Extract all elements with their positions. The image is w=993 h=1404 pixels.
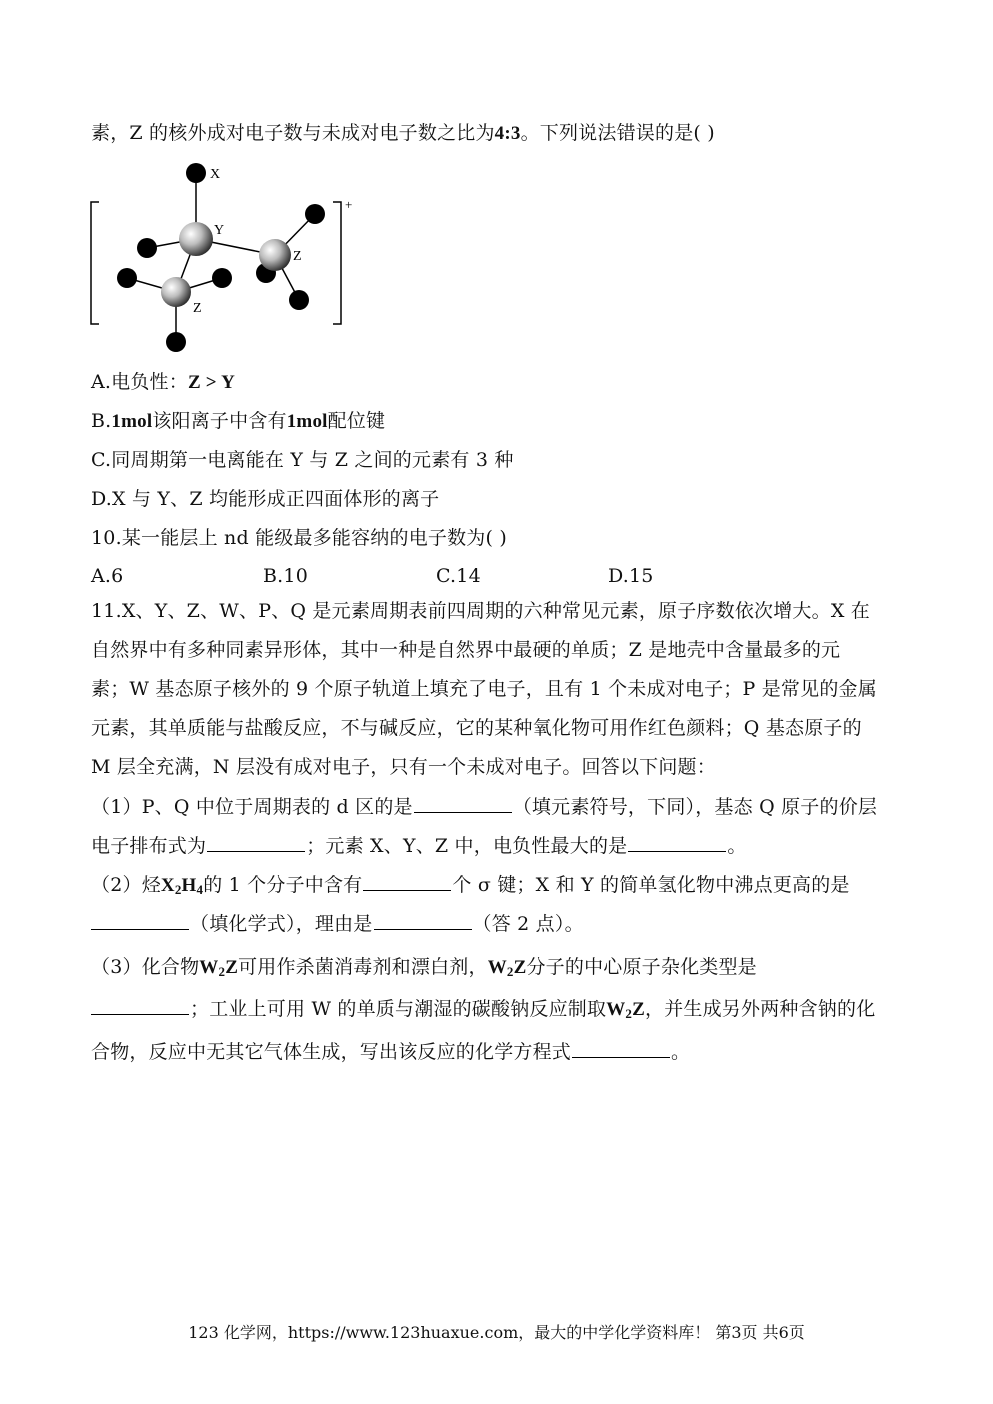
formula-w2z: $W_2Z$ bbox=[199, 957, 239, 979]
part2-text: 个 σ 键；X 和 Y 的简单氢化物中沸点更高的是 bbox=[452, 874, 850, 896]
atom-h bbox=[137, 238, 157, 258]
cation-structure-diagram bbox=[85, 160, 365, 360]
q11-part2-line2 bbox=[91, 911, 584, 936]
atom-z-bottom bbox=[161, 277, 191, 307]
atom-y bbox=[179, 222, 213, 256]
part1-text: （1）P、Q 中位于周期表的 d 区的是 bbox=[91, 796, 413, 818]
q10-option-a: A.6 bbox=[91, 565, 124, 587]
q10-options bbox=[91, 564, 791, 588]
atom-z-right bbox=[259, 239, 291, 271]
option-b-prefix: B. bbox=[91, 410, 112, 432]
answer-blank[interactable] bbox=[207, 833, 305, 852]
part1-text: 。 bbox=[727, 835, 747, 857]
part1-text: （填元素符号，下同），基态 Q 原子的价层 bbox=[512, 796, 878, 818]
q9-option-d: D.X 与 Y、Z 均能形成正四面体形的离子 bbox=[91, 488, 440, 510]
q11-stem-line1: 11.X、Y、Z、W、P、Q 是元素周期表前四周期的六种常见元素，原子序数依次增大。X 在 bbox=[91, 600, 870, 622]
option-b-mol: 1mol bbox=[111, 411, 153, 432]
option-a-text: A.电负性： bbox=[91, 371, 188, 393]
q9-option-a bbox=[91, 370, 235, 395]
part2-text: 的 1 个分子中含有 bbox=[203, 874, 363, 896]
q10-stem: 10.某一能层上 nd 能级最多能容纳的电子数为( ) bbox=[91, 527, 507, 549]
q11-part3-line2 bbox=[91, 996, 875, 1026]
label-z-bottom: Z bbox=[193, 301, 202, 316]
left-bracket bbox=[91, 202, 99, 324]
q9-stem-text: 素，Z 的核外成对电子数与未成对电子数之比为 bbox=[91, 122, 495, 144]
atom-h bbox=[212, 268, 232, 288]
answer-blank[interactable] bbox=[628, 833, 726, 852]
q11-stem-line3: 素；W 基态原子核外的 9 个原子轨道上填充了电子，且有 1 个未成对电子；P 是常见的金属 bbox=[91, 678, 877, 700]
right-bracket bbox=[333, 202, 341, 324]
q11-part3-line1 bbox=[91, 955, 757, 984]
ratio-value: 4:3 bbox=[494, 123, 521, 144]
part3-text: 。 bbox=[671, 1041, 691, 1063]
q11-stem-line2: 自然界中有多种同素异形体，其中一种是自然界中最硬的单质；Z 是地壳中含量最多的元 bbox=[91, 639, 841, 661]
formula-x2h4: $X_2H_4$ bbox=[160, 875, 204, 897]
part3-text: 可用作杀菌消毒剂和漂白剂， bbox=[238, 956, 488, 978]
atom-h bbox=[289, 290, 309, 310]
q11-part1-line1 bbox=[91, 794, 877, 819]
q10-option-d: D.15 bbox=[608, 565, 654, 587]
q11-stem-line4: 元素，其单质能与盐酸反应，不与碱反应，它的某种氧化物可用作红色颜料；Q 基态原子的 bbox=[91, 717, 862, 739]
part3-text: 分子的中心原子杂化类型是 bbox=[526, 956, 757, 978]
part1-text: 电子排布式为 bbox=[91, 835, 207, 857]
part2-text: （填化学式），理由是 bbox=[190, 913, 373, 935]
q9-option-b bbox=[91, 409, 385, 434]
answer-blank[interactable] bbox=[572, 1039, 670, 1058]
label-y: Y bbox=[214, 223, 225, 238]
part3-text: （3）化合物 bbox=[91, 956, 200, 978]
formula-w2z: $W_2Z$ bbox=[487, 957, 527, 979]
formula-w2z: $W_2Z$ bbox=[606, 999, 645, 1021]
answer-blank[interactable] bbox=[91, 996, 189, 1015]
atom-x bbox=[186, 163, 206, 183]
label-z-right: Z bbox=[293, 249, 302, 264]
part2-text: （2）烃 bbox=[91, 874, 161, 896]
option-b-text: 该阳离子中含有 bbox=[152, 410, 287, 432]
option-b-text-end: 配位键 bbox=[327, 410, 386, 432]
option-b-mol: 1mol bbox=[286, 411, 328, 432]
answer-blank[interactable] bbox=[414, 794, 512, 813]
q11-stem-line5: M 层全充满，N 层没有成对电子，只有一个未成对电子。回答以下问题： bbox=[91, 756, 716, 778]
answer-blank[interactable] bbox=[91, 911, 189, 930]
label-x: X bbox=[210, 167, 221, 182]
q10-option-b: B.10 bbox=[263, 565, 308, 587]
q9-stem-text-end: 。下列说法错误的是( ) bbox=[520, 122, 715, 144]
part3-text: ，并生成另外两种含钠的化 bbox=[645, 998, 876, 1020]
answer-blank[interactable] bbox=[374, 911, 472, 930]
page-footer: 123 化学网，https://www.123huaxue.com，最大的中学化学资料库！ 第3页 共6页 bbox=[188, 1323, 805, 1342]
atom-h bbox=[305, 204, 325, 224]
answer-blank[interactable] bbox=[363, 872, 451, 891]
part1-text: ；元素 X、Y、Z 中，电负性最大的是 bbox=[306, 835, 628, 857]
q9-option-c: C.同周期第一电离能在 Y 与 Z 之间的元素有 3 种 bbox=[91, 449, 514, 471]
charge-label: + bbox=[345, 197, 353, 212]
q11-part1-line2 bbox=[91, 833, 747, 858]
option-a-formula: Z > Y bbox=[187, 372, 235, 393]
q10-option-c: C.14 bbox=[436, 565, 481, 587]
part3-text: ；工业上可用 W 的单质与潮湿的碳酸钠反应制取 bbox=[190, 998, 607, 1020]
q9-stem-tail bbox=[91, 121, 715, 146]
q11-part2-line1 bbox=[91, 872, 850, 902]
part3-text: 合物，反应中无其它气体生成，写出该反应的化学方程式 bbox=[91, 1041, 572, 1063]
q11-part3-line3 bbox=[91, 1039, 690, 1064]
atom-h bbox=[166, 332, 186, 352]
part2-text: （答 2 点）。 bbox=[472, 913, 584, 935]
atom-h bbox=[117, 268, 137, 288]
